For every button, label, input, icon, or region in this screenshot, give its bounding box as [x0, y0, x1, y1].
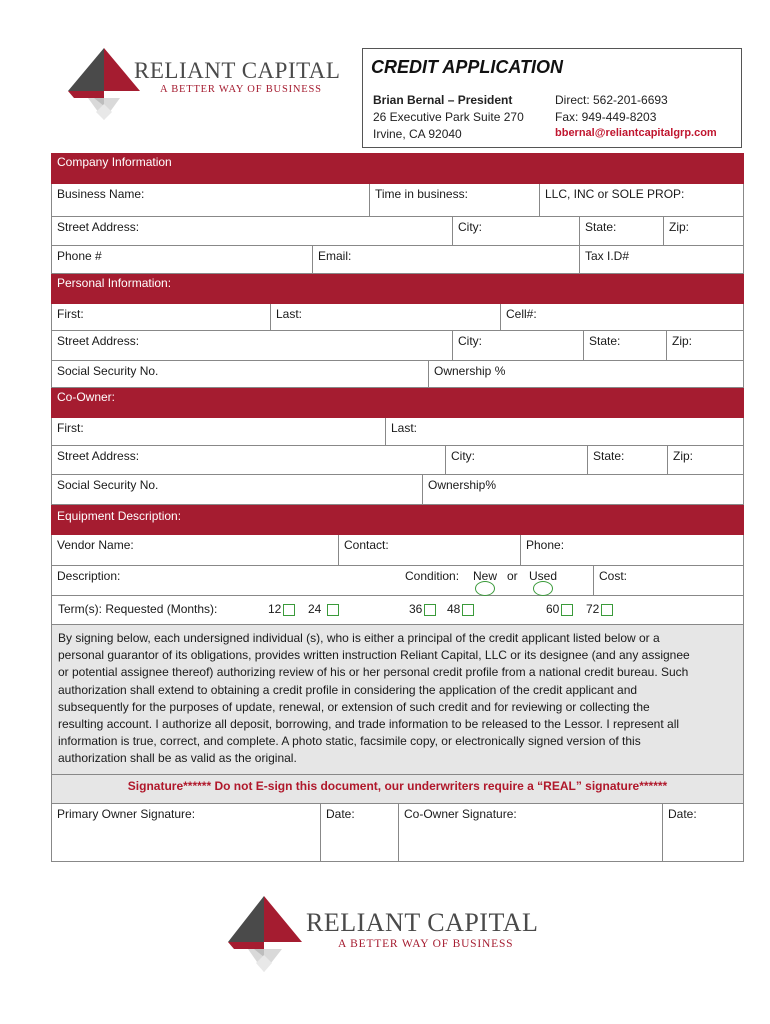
- company-logo-top: [60, 46, 350, 124]
- equipment-cost-field[interactable]: Cost:: [593, 566, 743, 595]
- auth-line: or potential assignee thereof) authorizing review of his or her personal credit profile from a national credit bureau. Such: [58, 665, 689, 680]
- company-street-field[interactable]: Street Address:: [57, 220, 140, 234]
- business-name-field[interactable]: Business Name:: [57, 187, 145, 201]
- personal-state-field[interactable]: State:: [583, 331, 666, 360]
- auth-line: authorization shall extend to obtaining a credit profile in considering the application of the credit applicant and: [58, 682, 638, 697]
- time-in-business-field[interactable]: Time in business:: [369, 184, 539, 216]
- coowner-zip-field[interactable]: Zip:: [667, 446, 743, 474]
- condition-used-label: Used: [529, 569, 558, 583]
- section-co-owner: Co-Owner:: [51, 388, 744, 418]
- contact-name: Brian Bernal – President: [373, 93, 513, 107]
- coowner-first-field[interactable]: First:: [57, 421, 84, 435]
- logo-tagline: A BETTER WAY OF BUSINESS: [160, 84, 322, 95]
- company-phone-field[interactable]: Phone #: [57, 249, 102, 263]
- condition-used-radio[interactable]: [533, 581, 553, 596]
- term-36-checkbox[interactable]: [424, 604, 436, 616]
- coowner-city-field[interactable]: City:: [445, 446, 587, 474]
- coowner-row-3: [51, 475, 744, 505]
- coowner-ssn-field[interactable]: Social Security No.: [57, 478, 159, 492]
- company-city-field[interactable]: City:: [452, 217, 579, 245]
- personal-zip-field[interactable]: Zip:: [666, 331, 743, 360]
- contact-email-link[interactable]: bbernal@reliantcapitalgrp.com: [555, 127, 717, 139]
- auth-line: subsequently for the purposes of update, renewal, or extension of such credit and for reviewing or collecting the: [58, 699, 650, 714]
- terms-label: Term(s): Requested (Months):: [58, 602, 218, 616]
- term-12[interactable]: [268, 602, 295, 616]
- coowner-date-field[interactable]: Date:: [662, 804, 743, 861]
- auth-line: authorization shall be as valid as the original.: [58, 751, 297, 766]
- section-equipment: Equipment Description:: [51, 505, 744, 535]
- equipment-description-field[interactable]: Description:: [57, 569, 121, 583]
- term-60[interactable]: [546, 602, 573, 616]
- personal-last-field[interactable]: Last:: [270, 304, 500, 330]
- section-personal-info: Personal Information:: [51, 274, 744, 304]
- tax-id-field[interactable]: Tax I.D#: [579, 246, 743, 273]
- primary-owner-signature-field[interactable]: Primary Owner Signature:: [57, 806, 196, 821]
- term-24-checkbox[interactable]: [327, 604, 339, 616]
- personal-city-field[interactable]: City:: [452, 331, 583, 360]
- condition-cell: [400, 566, 593, 595]
- company-zip-field[interactable]: Zip:: [663, 217, 743, 245]
- condition-new-label: New: [473, 569, 498, 583]
- term-72-checkbox[interactable]: [601, 604, 613, 616]
- company-state-field[interactable]: State:: [579, 217, 663, 245]
- company-logo-bottom: [222, 894, 562, 976]
- term-48-label: 48: [447, 602, 461, 616]
- coowner-signature-field[interactable]: Co-Owner Signature:: [398, 804, 662, 861]
- equipment-row-2: [51, 566, 744, 596]
- personal-cell-field[interactable]: Cell#:: [500, 304, 743, 330]
- section-company-info: Company Information: [51, 153, 744, 184]
- primary-date-field[interactable]: Date:: [320, 804, 398, 861]
- vendor-name-field[interactable]: Vendor Name:: [57, 538, 134, 552]
- page-title: CREDIT APPLICATION: [371, 57, 563, 77]
- signature-warning: Signature****** Do not E-sign this document, our underwriters require a “REAL” signature******: [51, 775, 744, 804]
- equipment-row-1: [51, 535, 744, 566]
- term-36-label: 36: [409, 602, 423, 616]
- logo-pyramid-icon: [222, 894, 312, 976]
- contact-address1: 26 Executive Park Suite 270: [373, 110, 524, 124]
- coowner-state-field[interactable]: State:: [587, 446, 667, 474]
- term-36[interactable]: [409, 602, 436, 616]
- coowner-row-2: [51, 446, 744, 475]
- contact-fax: Fax: 949-449-8203: [555, 110, 657, 124]
- personal-ownership-field[interactable]: Ownership %: [428, 361, 743, 387]
- term-60-label: 60: [546, 602, 560, 616]
- auth-line: resulting account. I authorize all deposit, borrowing, and trade information to be released to the Lessor. I represent all: [58, 717, 680, 732]
- company-row-2: [51, 217, 744, 246]
- term-24[interactable]: [308, 602, 339, 616]
- header-box: [362, 48, 742, 148]
- company-row-3: [51, 246, 744, 274]
- contact-direct: Direct: 562-201-6693: [555, 93, 668, 107]
- term-48-checkbox[interactable]: [462, 604, 474, 616]
- term-60-checkbox[interactable]: [561, 604, 573, 616]
- personal-street-field[interactable]: Street Address:: [57, 334, 140, 348]
- terms-row: [51, 596, 744, 625]
- contact-address2: Irvine, CA 92040: [373, 127, 462, 141]
- coowner-street-field[interactable]: Street Address:: [57, 449, 140, 463]
- term-72[interactable]: [586, 602, 613, 616]
- company-row-1: [51, 184, 744, 217]
- condition-new-radio[interactable]: [475, 581, 495, 596]
- term-24-label: 24: [308, 602, 322, 616]
- personal-row-3: [51, 361, 744, 388]
- personal-ssn-field[interactable]: Social Security No.: [57, 364, 159, 378]
- coowner-ownership-field[interactable]: Ownership%: [422, 475, 743, 504]
- coowner-row-1: [51, 418, 744, 446]
- auth-line: information is true, correct, and complete. A photo static, facsimile copy, or electronically signed version of this: [58, 734, 641, 749]
- auth-line: personal guarantor of its obligations, provides written instruction Reliant Capital, LLC or its designee (and any assignee: [58, 648, 690, 663]
- vendor-contact-field[interactable]: Contact:: [338, 535, 520, 565]
- logo-name: RELIANT CAPITAL: [134, 58, 341, 83]
- term-12-label: 12: [268, 602, 282, 616]
- term-48[interactable]: [447, 602, 474, 616]
- condition-label: Condition:: [405, 569, 460, 583]
- condition-or-label: or: [507, 569, 518, 583]
- personal-row-1: [51, 304, 744, 331]
- company-email-field[interactable]: Email:: [312, 246, 579, 273]
- logo-name: RELIANT CAPITAL: [306, 908, 539, 937]
- term-72-label: 72: [586, 602, 600, 616]
- vendor-phone-field[interactable]: Phone:: [520, 535, 743, 565]
- authorization-text: [51, 625, 744, 775]
- signature-row: [51, 804, 744, 862]
- auth-line: By signing below, each undersigned individual (s), who is either a principal of the credit applicant listed below or a: [58, 631, 660, 645]
- term-12-checkbox[interactable]: [283, 604, 295, 616]
- personal-first-field[interactable]: First:: [57, 307, 84, 321]
- credit-form: [51, 153, 744, 862]
- personal-row-2: [51, 331, 744, 361]
- coowner-last-field[interactable]: Last:: [385, 418, 743, 445]
- entity-type-field[interactable]: LLC, INC or SOLE PROP:: [539, 184, 743, 216]
- logo-tagline: A BETTER WAY OF BUSINESS: [338, 938, 514, 950]
